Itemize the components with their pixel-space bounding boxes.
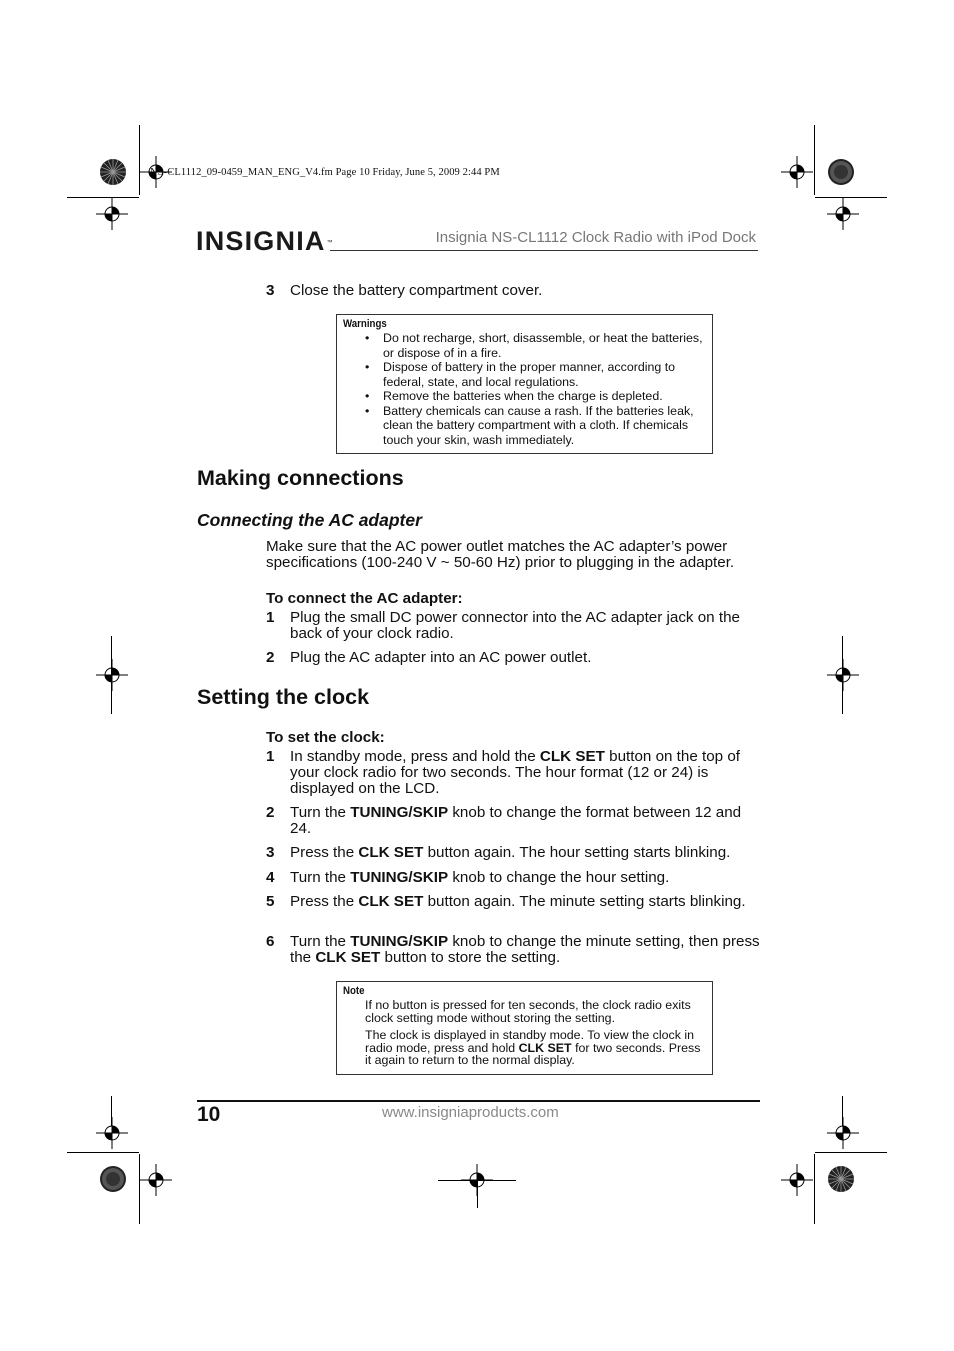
step-number: 6	[266, 933, 275, 950]
warnings-box	[336, 314, 713, 454]
step-number: 1	[266, 609, 275, 626]
note-paragraph-1: If no button is pressed for ten seconds, the clock radio exits clock setting mode without storing the setting.	[365, 998, 691, 1025]
crosshair-mark-icon	[96, 659, 128, 691]
insignia-logo	[196, 226, 334, 257]
header-rule	[330, 250, 758, 251]
registration-target-icon	[826, 157, 856, 187]
logo-trademark: ™	[326, 240, 334, 246]
logo-text: INSIGNIA	[196, 226, 326, 256]
bullet: •	[365, 403, 370, 418]
step-number: 2	[266, 804, 275, 821]
registration-target-icon	[826, 1164, 856, 1194]
note-title: Note	[343, 985, 365, 997]
crosshair-mark-icon	[781, 1164, 813, 1196]
warnings-list	[365, 331, 707, 447]
crosshair-mark-icon	[96, 1117, 128, 1149]
footer-rule	[197, 1100, 760, 1102]
step-text: Press the CLK SET button again. The minute setting starts blinking.	[290, 893, 746, 910]
ac-adapter-intro: Make sure that the AC power outlet matches the AC adapter’s power specifications (100-240 V ~ 50-60 Hz) prior to plugging in the adapter.	[266, 538, 735, 571]
crosshair-mark-icon	[781, 156, 813, 188]
list-item: • Remove the batteries when the charge is depleted.	[365, 389, 663, 403]
step-text: In standby mode, press and hold the CLK SET button on the top of your clock radio for two seconds. The hour format (12 or 24) is displayed on the LCD.	[290, 748, 741, 797]
step-text: Plug the AC adapter into an AC power outlet.	[290, 649, 592, 666]
list-item: • Battery chemicals can cause a rash. If the batteries leak, clean the battery compartment with a cloth. If chemicals touch your skin, wash immediately.	[365, 403, 694, 447]
step-number: 5	[266, 893, 275, 910]
crop-mark	[111, 636, 112, 714]
list-item: • Dispose of battery in the proper manner, according to federal, state, and local regulations.	[365, 360, 676, 389]
warnings-title: Warnings	[343, 318, 387, 330]
procedure-title-ac-adapter: To connect the AC adapter:	[266, 590, 463, 607]
step-text: Turn the TUNING/SKIP knob to change the minute setting, then press the CLK SET button to store the setting.	[290, 933, 760, 966]
print-slug: NS-CL1112_09-0459_MAN_ENG_V4.fm Page 10 Friday, June 5, 2009 2:44 PM	[150, 167, 500, 178]
page-number: 10	[197, 1103, 221, 1126]
step-number: 3	[266, 844, 275, 861]
footer-url: www.insigniaproducts.com	[382, 1104, 559, 1121]
step-number: 3	[266, 282, 275, 299]
step-number: 1	[266, 748, 275, 765]
crosshair-mark-icon	[96, 198, 128, 230]
crosshair-mark-icon	[140, 1164, 172, 1196]
step-text: Turn the TUNING/SKIP knob to change the hour setting.	[290, 869, 670, 886]
crop-mark	[814, 125, 815, 195]
registration-target-icon	[98, 1164, 128, 1194]
crop-mark	[477, 1180, 478, 1208]
header-title: Insignia NS-CL1112 Clock Radio with iPod Dock	[435, 229, 756, 246]
registration-target-icon	[98, 157, 128, 187]
crop-mark	[815, 1152, 887, 1153]
bullet: •	[365, 360, 370, 374]
step-number: 2	[266, 649, 275, 666]
note-box	[336, 981, 713, 1075]
subheading-ac-adapter: Connecting the AC adapter	[197, 510, 422, 530]
crop-mark	[111, 1096, 112, 1126]
step-text: Press the CLK SET button again. The hour setting starts blinking.	[290, 844, 731, 861]
heading-making-connections: Making connections	[197, 466, 404, 490]
step-number: 4	[266, 869, 275, 886]
step-text: Close the battery compartment cover.	[290, 282, 543, 299]
procedure-title-set-clock: To set the clock:	[266, 729, 385, 746]
step-text: Plug the small DC power connector into the AC adapter jack on the back of your clock radio.	[290, 609, 740, 642]
crop-mark	[842, 1096, 843, 1126]
list-item: • Do not recharge, short, disassemble, or heat the batteries, or dispose of in a fire.	[365, 331, 703, 360]
crop-mark	[842, 636, 843, 714]
crop-mark	[814, 1154, 815, 1224]
bullet: •	[365, 389, 370, 403]
crosshair-mark-icon	[827, 1117, 859, 1149]
note-paragraph-2: The clock is displayed in standby mode. To view the clock in radio mode, press and hold CLK SET for two seconds. Press it again to return to the normal display.	[365, 1028, 701, 1067]
crosshair-mark-icon	[827, 198, 859, 230]
heading-setting-clock: Setting the clock	[197, 685, 370, 709]
crop-mark	[67, 1152, 139, 1153]
crosshair-mark-icon	[827, 659, 859, 691]
bullet: •	[365, 331, 370, 345]
step-text: Turn the TUNING/SKIP knob to change the format between 12 and 24.	[290, 804, 742, 837]
